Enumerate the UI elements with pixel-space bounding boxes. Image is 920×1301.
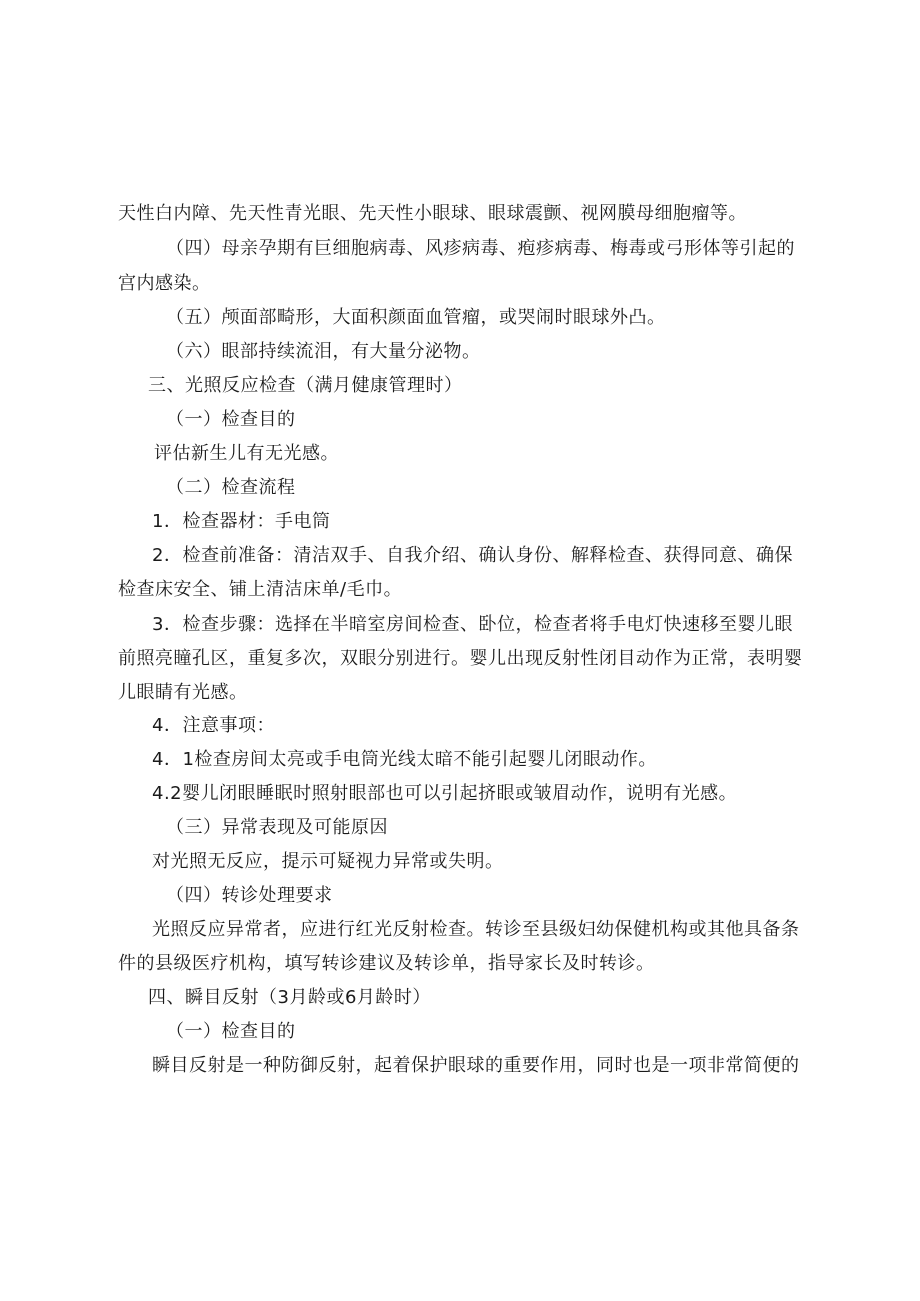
body-line: 评估新生儿有无光感。 [154, 443, 339, 464]
section-heading: 三、光照反应检查（满月健康管理时） [148, 375, 463, 396]
body-line: （六）眼部持续流泪，有大量分泌物。 [166, 341, 481, 362]
body-line: 天性白内障、先天性青光眼、先天性小眼球、眼球震颤、视网膜母细胞瘤等。 [118, 203, 747, 224]
section-heading: 四、瞬目反射（3月龄或6月龄时） [148, 987, 431, 1008]
body-line: 1．检查器材：手电筒 [152, 511, 331, 532]
body-line: 4．注意事项： [152, 715, 275, 736]
subsection-heading: （一）检查目的 [166, 1021, 296, 1042]
body-line: 检查床安全、铺上清洁床单/毛巾。 [118, 579, 403, 600]
body-line: 瞬目反射是一种防御反射，起着保护眼球的重要作用，同时也是一项非常简便的 [152, 1055, 800, 1076]
body-line: 对光照无反应，提示可疑视力异常或失明。 [152, 851, 504, 872]
body-line: 宫内感染。 [118, 273, 211, 294]
body-line: 前照亮瞳孔区，重复多次，双眼分别进行。婴儿出现反射性闭目动作为正常，表明婴 [118, 648, 803, 669]
subsection-heading: （三）异常表现及可能原因 [166, 817, 388, 838]
body-line: 光照反应异常者，应进行红光反射检查。转诊至县级妇幼保健机构或其他具备条 [152, 919, 800, 940]
body-line: （五）颅面部畸形，大面积颜面血管瘤，或哭闹时眼球外凸。 [166, 307, 666, 328]
subsection-heading: （二）检查流程 [166, 477, 296, 498]
body-line: 4.2婴儿闭眼睡眠时照射眼部也可以引起挤眼或皱眉动作，说明有光感。 [152, 783, 738, 804]
body-line: 3．检查步骤：选择在半暗室房间检查、卧位，检查者将手电灯快速移至婴儿眼 [152, 614, 793, 635]
body-line: （四）母亲孕期有巨细胞病毒、风疹病毒、疱疹病毒、梅毒或弓形体等引起的 [166, 238, 795, 259]
subsection-heading: （一）检查目的 [166, 409, 296, 430]
body-line: 2．检查前准备：清洁双手、自我介绍、确认身份、解释检查、获得同意、确保 [152, 545, 793, 566]
subsection-heading: （四）转诊处理要求 [166, 885, 333, 906]
body-line: 件的县级医疗机构，填写转诊建议及转诊单，指导家长及时转诊。 [118, 953, 655, 974]
body-line: 4．1检查房间太亮或手电筒光线太暗不能引起婴儿闭眼动作。 [152, 749, 657, 770]
body-line: 儿眼睛有光感。 [118, 682, 248, 703]
